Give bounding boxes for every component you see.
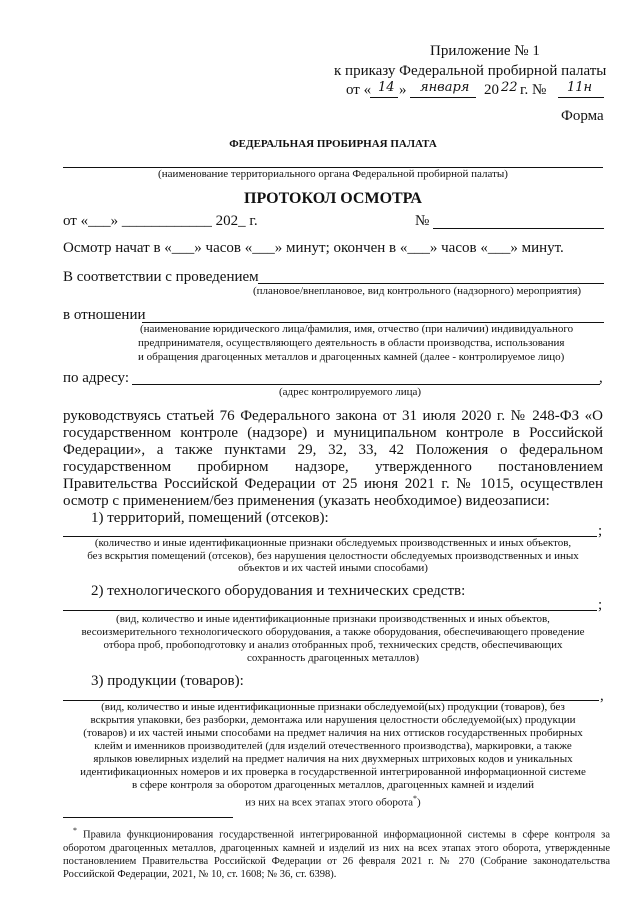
item-1-caption-3: объектов и их частей иными способами) [238, 562, 428, 574]
footnote-text: Правила функционирования государственной интегрированной информационной системы в сфере контроля за оборотом драгоценных металлов, драгоценных камней и изделий из них на всех этапах этого оборота, утвержденные постановлением Правительства Российской Федерации от 26 февраля 2021 г. № 270 (Собрание законодательства Российской Федерации, 2021, № 10, ст. 1608; № 36, ст. 6398). [63, 829, 610, 880]
date-month-underline [410, 97, 476, 98]
conduct-underline [258, 283, 604, 284]
item-3-caption-2: вскрытия упаковки, без разборки, демонтажа или нарушения целостности обследуемой(ых) продукции [90, 714, 576, 726]
document-title: ПРОТОКОЛ ОСМОТРА [244, 190, 422, 207]
protocol-number-underline [433, 228, 604, 229]
order-date-mid: » [399, 82, 407, 98]
organization-caption: (наименование территориального органа Федеральной пробирной палаты) [158, 168, 508, 180]
item-1-caption-1: (количество и иные идентификационные признаки обследуемых производственных и иных объектов, [94, 537, 572, 549]
item-1-caption-2: без вскрытия помещений (отсеков), без нарушения целостности обследуемых производственных и иных [87, 550, 579, 562]
item-3-caption-7: в сфере контроля за оборотом драгоценных металлов, драгоценных камней и изделий [131, 779, 535, 791]
legal-basis-paragraph: руководствуясь статьей 76 Федерального закона от 31 июля 2020 г. № 248-ФЗ «О государственном контроле (надзоре) и муниципальном контроле в Российской Федерации», а также пунктами 29, 32, 33, 42 Положения о федеральном государственном пробирном надзоре, утвержденного постановлением Правительства Российской Федерации от 25 июня 2021 г. № 1015, осуществлен осмотр с применением/без применения (указать необходимое) видеозаписи: [63, 408, 603, 509]
item-2-semicolon: ; [598, 597, 603, 613]
item-2-label: 2) технологического оборудования и технических средств: [91, 583, 466, 599]
date-day-underline [370, 97, 398, 98]
order-number-underline [558, 97, 604, 98]
item-1-label: 1) территорий, помещений (отсеков): [91, 510, 329, 526]
item-3-caption-4: клейм и именников производителей (для изделий отечественного производства), маркировки, а также [94, 740, 572, 752]
item-3-caption-1: (вид, количество и иные идентификационные признаки обследуемой(ых) продукции (товаров), без [101, 701, 565, 713]
form-label: Форма [561, 108, 604, 124]
item-2-caption-2: весоизмерительного технологического оборудования, а также оборудования, обеспечивающего проведение [81, 626, 585, 638]
footnote-mark: * [73, 826, 77, 835]
order-number: 11н [567, 80, 593, 95]
item-2-underline [63, 610, 597, 611]
order-date-day: 14 [378, 80, 395, 95]
item-1-semicolon: ; [598, 523, 603, 539]
item-3-caption-6: идентификационных номеров и их проверка в государственной интегрированной информационной системе [80, 766, 586, 778]
item-3-comma: , [600, 688, 604, 704]
footnote [63, 824, 610, 881]
regarding-caption-2: предпринимателя, осуществляющего деятельность в области производства, использования [138, 337, 565, 349]
regarding-label: в отношении [63, 307, 146, 323]
appendix-number: Приложение № 1 [430, 43, 540, 59]
item-3-label: 3) продукции (товаров): [91, 673, 244, 689]
conduct-label: В соответствии с проведением [63, 269, 259, 285]
item-2-caption-1: (вид, количество и иные идентификационные признаки производственных и иных объектов, [116, 613, 550, 625]
address-caption: (адрес контролируемого лица) [278, 386, 422, 398]
address-underline [132, 384, 600, 385]
inspection-time: Осмотр начат в «___» часов «___» минут; окончен в «___» часов «___» минут. [63, 240, 564, 256]
address-label: по адресу: [63, 370, 130, 386]
item-3-caption-5: ярлыков ювелирных изделий на предмет наличия на них двухмерных штриховых кодов и уникальных [93, 753, 573, 765]
order-reference: к приказу Федеральной пробирной палаты [334, 63, 607, 79]
item-3-caption-8-close: ) [417, 796, 421, 809]
conduct-caption: (плановое/внеплановое, вид контрольного (надзорного) мероприятия) [253, 285, 582, 297]
organization-title: ФЕДЕРАЛЬНАЯ ПРОБИРНАЯ ПАЛАТА [229, 138, 437, 150]
order-date-prefix: от « [346, 82, 372, 98]
order-date-month: января [420, 80, 470, 95]
item-2-caption-4: сохранность драгоценных металлов) [247, 652, 419, 664]
address-comma: , [599, 370, 603, 386]
regarding-caption-3: и обращения драгоценных металлов и драгоценных камней (далее - контролируемое лицо) [138, 351, 565, 363]
protocol-date: от «___» ____________ 202_ г. [63, 213, 258, 229]
regarding-caption-1: (наименование юридического лица/фамилия, имя, отчество (при наличии) индивидуального [140, 323, 574, 335]
item-3-caption-8-line [63, 792, 603, 810]
order-date-year-prefix: 20 [484, 82, 499, 98]
order-date-year: 22 [501, 80, 518, 95]
protocol-number-label: № [415, 213, 430, 229]
item-2-caption-3: отбора проб, пробоподготовку и анализ отобранных проб, технических средств, обеспечивающих [103, 639, 563, 651]
footnote-separator [63, 817, 233, 818]
item-3-caption-3: (товаров) и их частей иными способами на предмет наличия на них оттисков государственных пробирных [83, 727, 583, 739]
footnote-reference-mark: * [413, 794, 418, 803]
order-number-label: г. № [520, 82, 547, 98]
item-3-caption-8: из них на всех этапах этого оборота [245, 796, 414, 809]
